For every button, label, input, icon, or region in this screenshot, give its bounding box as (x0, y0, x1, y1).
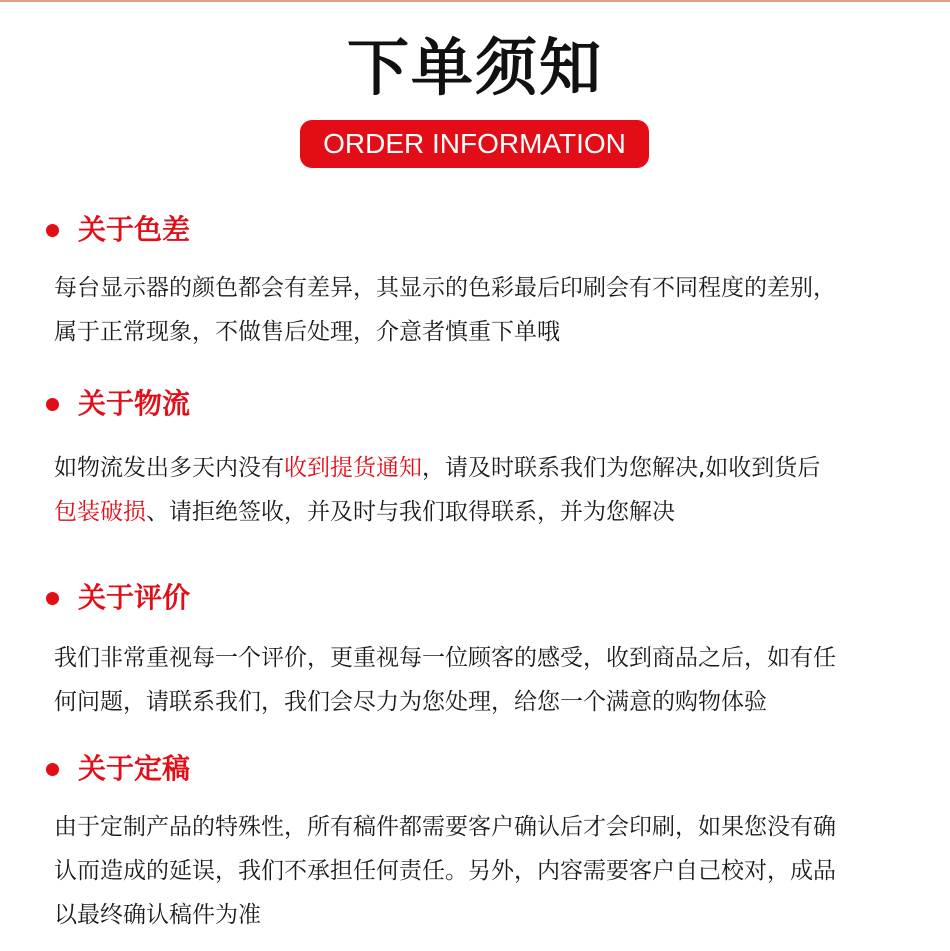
body-line: 属于正常现象，不做售后处理，介意者慎重下单哦 (54, 319, 560, 345)
bullet-dot-icon (46, 398, 59, 411)
bullet-dot-icon (46, 592, 59, 605)
top-divider (0, 0, 950, 2)
body-line: 以最终确认稿件为准 (54, 902, 261, 928)
body-line: 由于定制产品的特殊性，所有稿件都需要客户确认后才会印刷，如果您没有确 (54, 814, 836, 840)
section-heading-text: 关于物流 (78, 387, 191, 420)
section-heading-text: 关于定稿 (78, 752, 191, 785)
body-text: 、请拒绝签收，并及时与我们取得联系，并为您解决 (146, 499, 675, 525)
section-body (54, 805, 904, 937)
body-line: 我们非常重视每一个评价，更重视每一位顾客的感受，收到商品之后，如有任 (54, 645, 836, 671)
body-text: 如物流发出多天内没有 (54, 455, 284, 481)
body-text: ，请及时联系我们为您解决,如收到货后 (422, 455, 821, 481)
order-information-badge: ORDER INFORMATION (300, 120, 649, 168)
section-heading (46, 384, 190, 424)
section-heading-text: 关于色差 (78, 213, 191, 246)
body-line: 认而造成的延误，我们不承担任何责任。另外，内容需要客户自己校对，成品 (54, 858, 836, 884)
body-line: 何问题，请联系我们，我们会尽力为您处理，给您一个满意的购物体验 (54, 689, 767, 715)
section-heading (46, 749, 190, 789)
highlight-pickup-notice: 收到提货通知 (284, 455, 422, 481)
section-body (54, 446, 904, 534)
body-line (54, 490, 904, 534)
section-body (54, 266, 904, 354)
highlight-package-damage: 包装破损 (54, 499, 146, 525)
page-title: 下单须知 (346, 31, 603, 104)
section-heading (46, 210, 190, 250)
bullet-dot-icon (46, 224, 59, 237)
bullet-dot-icon (46, 763, 59, 776)
section-heading-text: 关于评价 (78, 581, 191, 614)
section-heading (46, 578, 190, 618)
body-line (54, 446, 904, 490)
body-line: 每台显示器的颜色都会有差异，其显示的色彩最后印刷会有不同程度的差别， (54, 275, 836, 301)
section-body (54, 636, 904, 724)
